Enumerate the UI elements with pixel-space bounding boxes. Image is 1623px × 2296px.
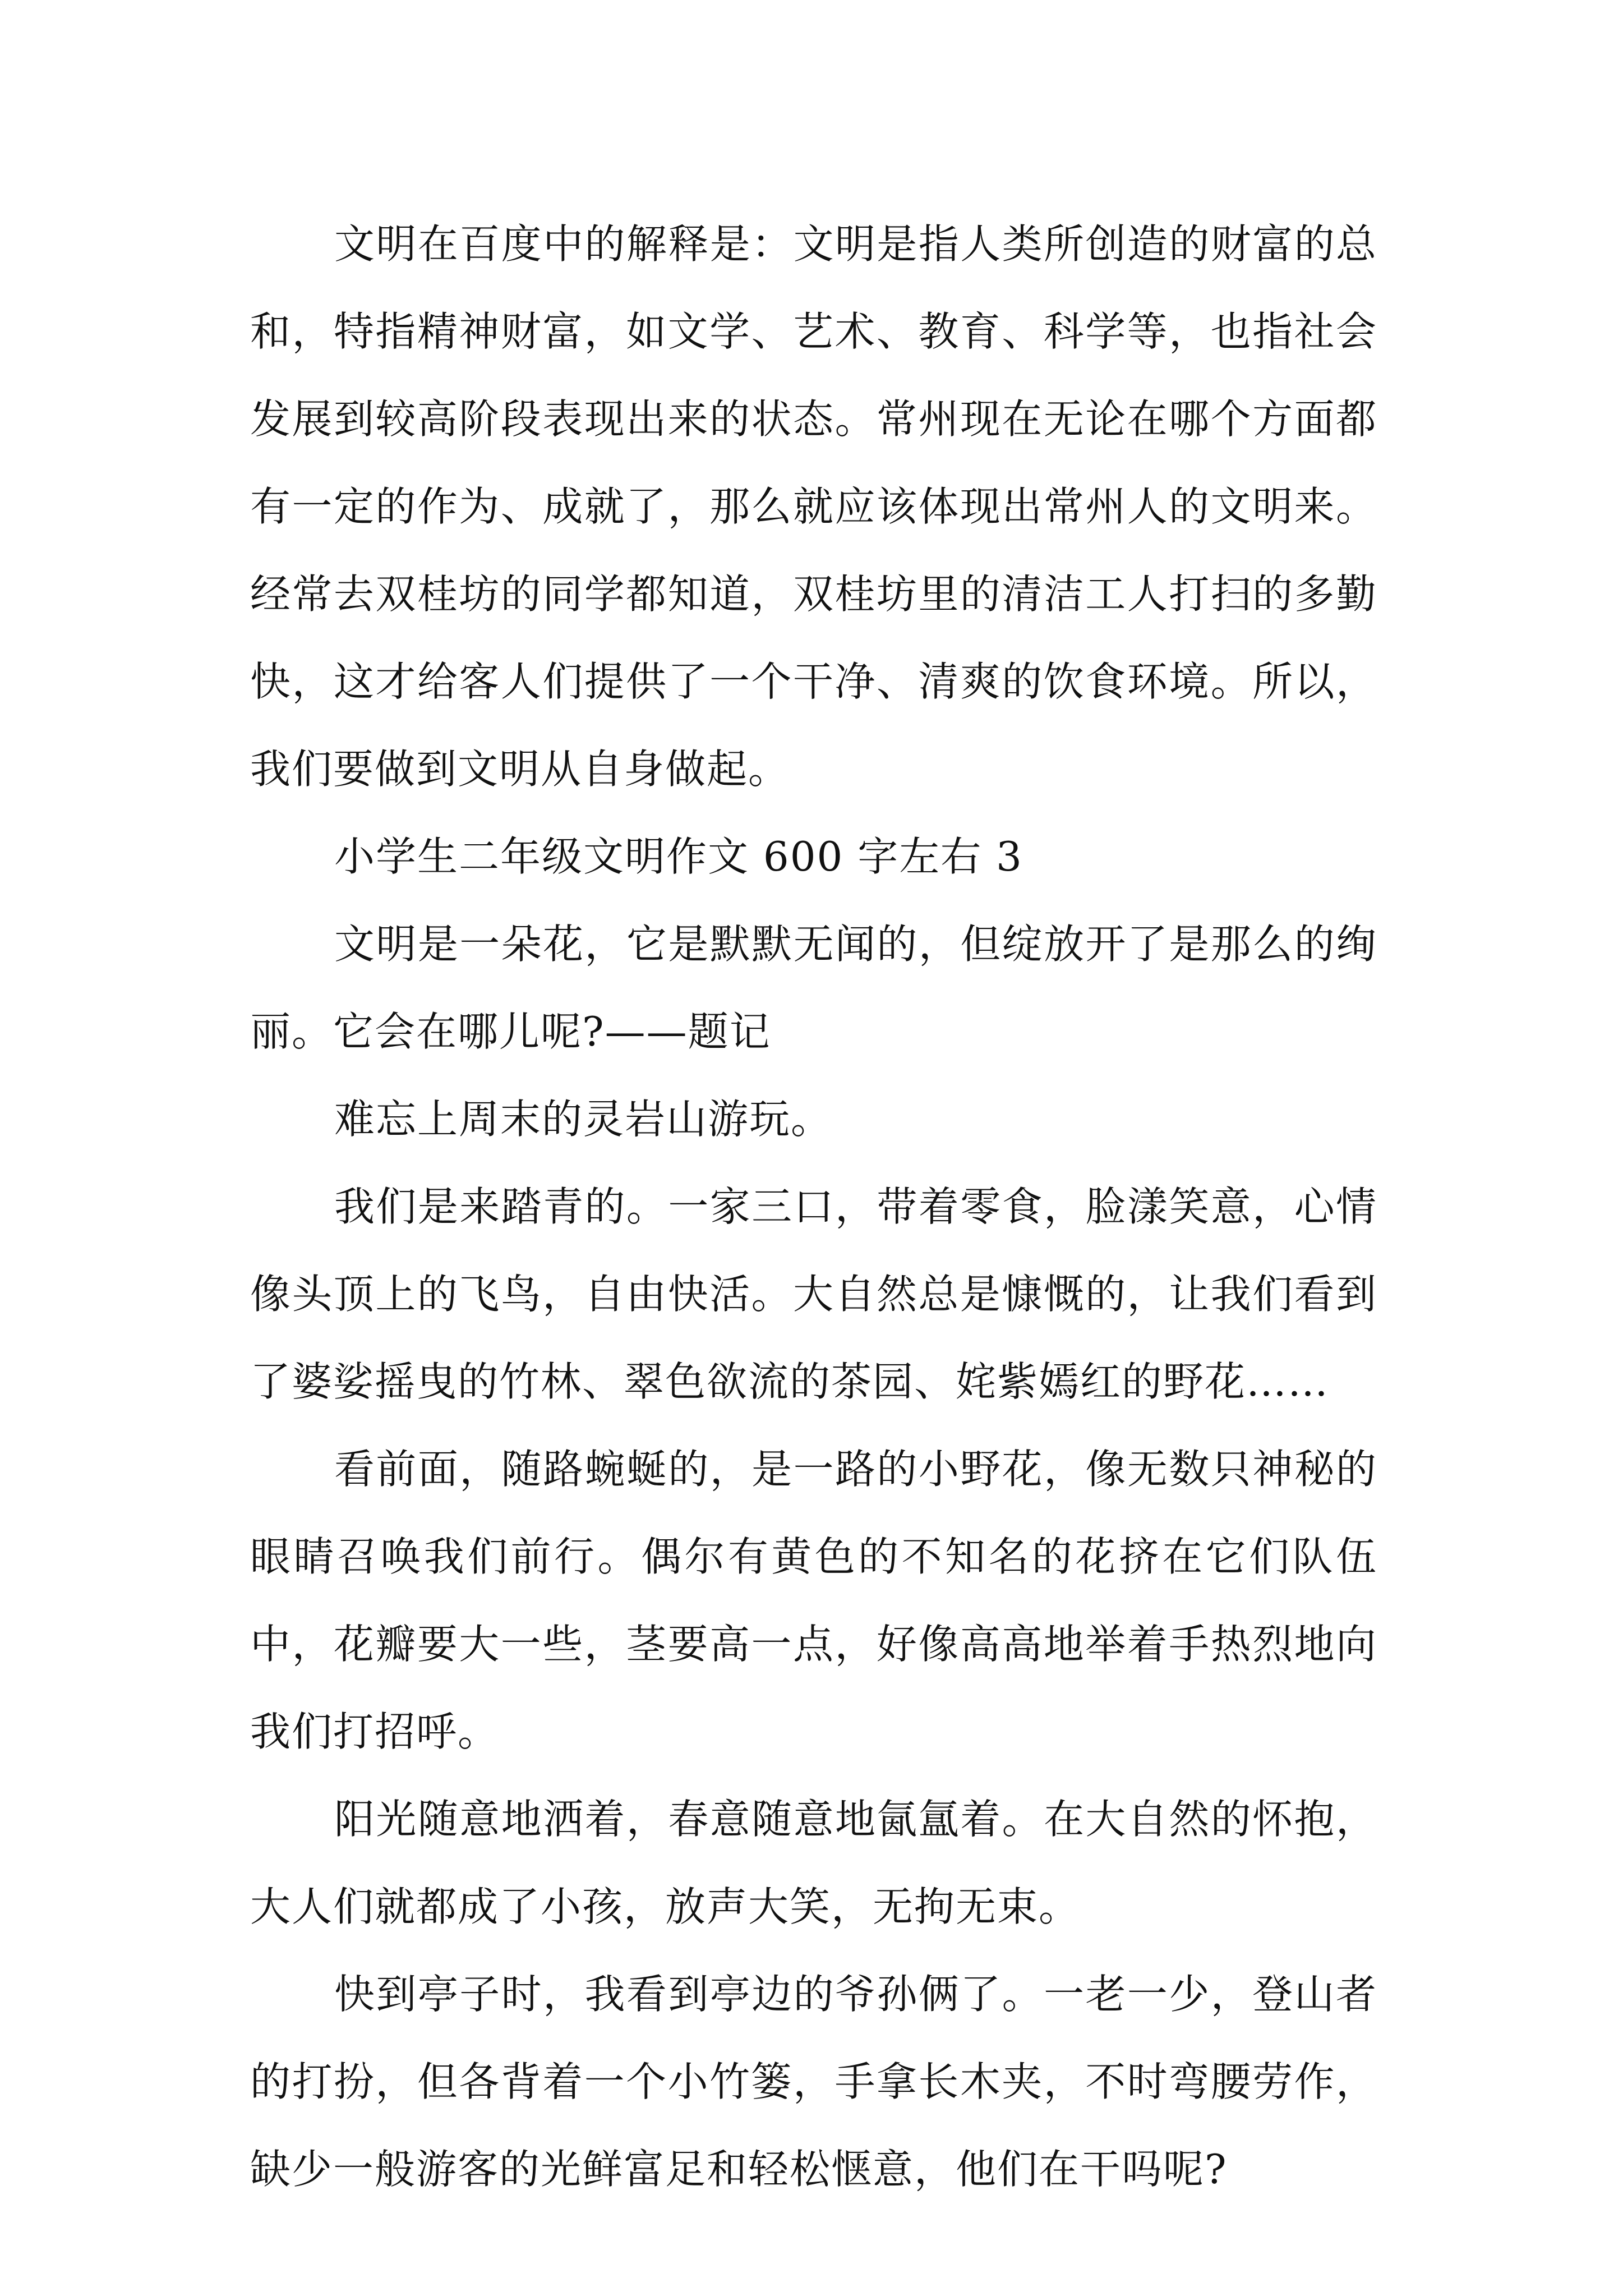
paragraph-1: 文明在百度中的解释是：文明是指人类所创造的财富的总和，特指精神财富，如文学、艺术、教育、科学等，也指社会发展到较高阶段表现出来的状态。常州现在无论在哪个方面都有一定的作为、成就了，那么就应该体现出常州人的文明来。经常去双桂坊的同学都知道，双桂坊里的清洁工人打扫的多勤快，这才给客人们提供了一个干净、清爽的饮食环境。所以，我们要做到文明从自身做起。: [250, 220, 1377, 793]
paragraph-4: 我们是来踏青的。一家三口，带着零食，脸漾笑意，心情像头顶上的飞鸟，自由快活。大自然总是慷慨的，让我们看到了婆娑摇曳的竹林、翠色欲流的茶园、姹紫嫣红的野花……: [250, 1183, 1377, 1405]
paragraph-6: 阳光随意地洒着，春意随意地氤氲着。在大自然的怀抱，大人们就都成了小孩，放声大笑，无拘无束。: [250, 1796, 1377, 1930]
paragraph-5: 看前面，随路蜿蜒的，是一路的小野花，像无数只神秘的眼睛召唤我们前行。偶尔有黄色的不知名的花挤在它们队伍中，花瓣要大一些，茎要高一点，好像高高地举着手热烈地向我们打招呼。: [250, 1446, 1377, 1755]
paragraph-2: 文明是一朵花，它是默默无闻的，但绽放开了是那么的绚丽。它会在哪儿呢?——题记: [250, 921, 1377, 1055]
paragraph-7: 快到亭子时，我看到亭边的爷孙俩了。一老一少，登山者的打扮，但各背着一个小竹篓，手拿长木夹，不时弯腰劳作，缺少一般游客的光鲜富足和轻松惬意，他们在干吗呢?: [250, 1971, 1377, 2193]
section-heading: 小学生二年级文明作文 600 字左右 3: [334, 833, 1023, 880]
document-body: [250, 200, 1377, 2213]
paragraph-3: 难忘上周末的灵岩山游玩。: [334, 1096, 833, 1143]
